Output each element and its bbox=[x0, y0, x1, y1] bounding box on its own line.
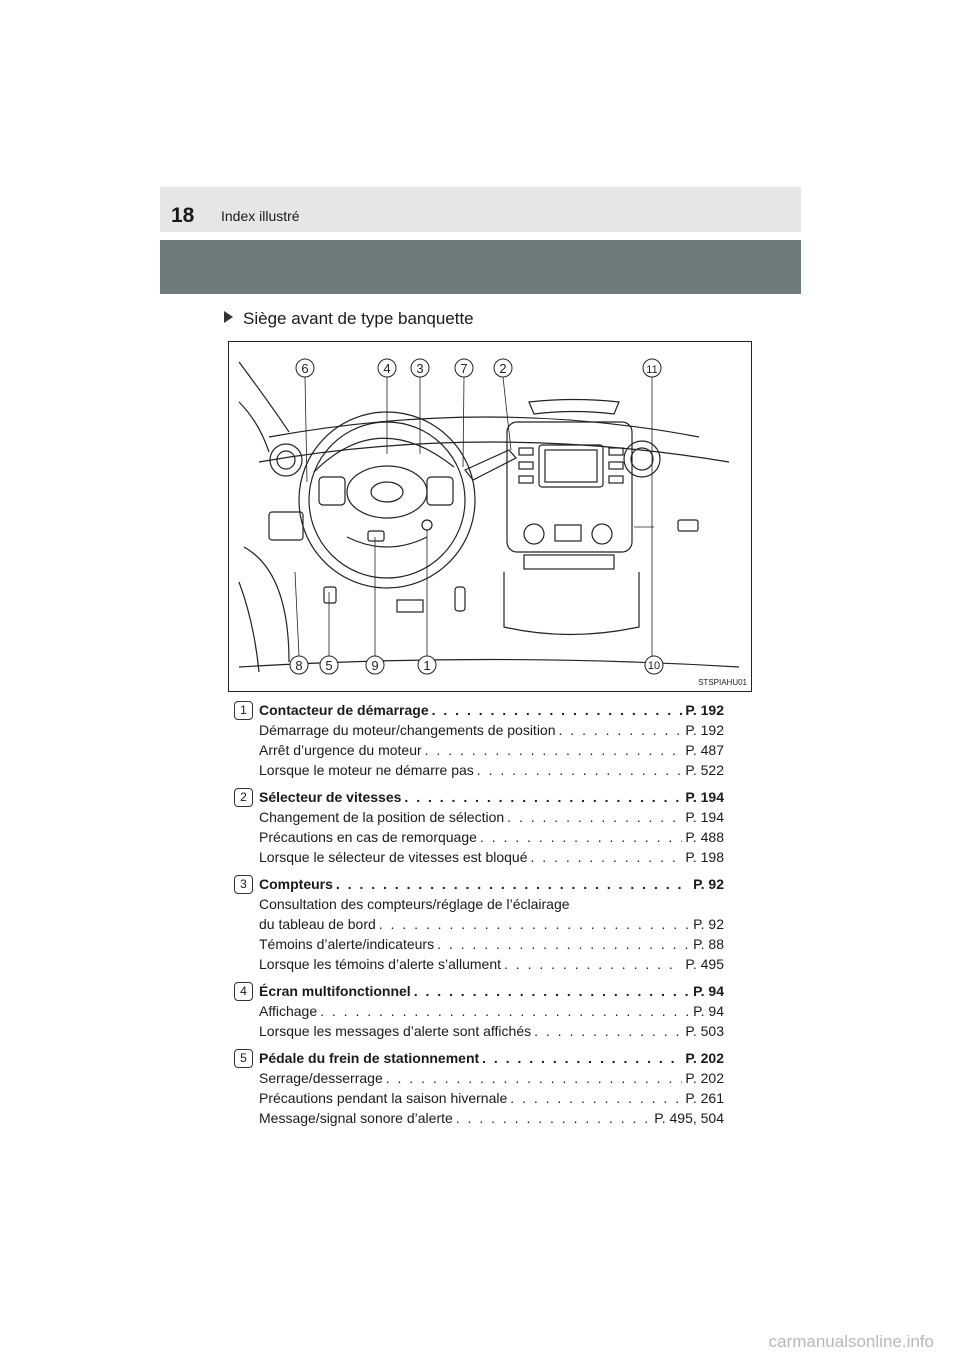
sub-entry-page-ref: P. 495 bbox=[685, 956, 724, 972]
leader-dots bbox=[456, 1108, 651, 1128]
sub-entry-row bbox=[259, 914, 724, 934]
sub-entry-page-ref: P. 202 bbox=[685, 1070, 724, 1086]
dashboard-illustration bbox=[228, 341, 752, 692]
sub-entry-row bbox=[259, 760, 724, 780]
sub-entry-row bbox=[259, 1068, 724, 1088]
leader-dots bbox=[510, 1088, 682, 1108]
start-button bbox=[422, 520, 432, 530]
sub-entry-text: Précautions pendant la saison hivernale bbox=[259, 1090, 508, 1106]
sub-entry-page-ref: P. 194 bbox=[685, 809, 724, 825]
leader-dots bbox=[559, 720, 683, 740]
leader-dots bbox=[432, 700, 683, 720]
callout-2-label: 2 bbox=[499, 361, 507, 376]
shift-lever bbox=[465, 450, 516, 480]
sub-entry-page-ref: P. 192 bbox=[685, 722, 724, 738]
accelerator-pedal bbox=[455, 587, 465, 611]
sub-entry-row bbox=[259, 954, 724, 974]
page-number: 18 bbox=[171, 204, 195, 227]
watermark: carmanualsonline.info bbox=[768, 1332, 934, 1351]
callout-10 bbox=[645, 656, 663, 674]
callout-1 bbox=[418, 656, 436, 674]
leader-dots bbox=[437, 934, 690, 954]
sub-entry-text: Serrage/desserrage bbox=[259, 1070, 383, 1086]
item-title: Pédale du frein de stationnement bbox=[259, 1050, 480, 1066]
item-title-row bbox=[259, 1048, 724, 1068]
logo bbox=[371, 482, 403, 502]
item-title: Contacteur de démarrage bbox=[259, 702, 429, 718]
callout-11 bbox=[643, 359, 661, 377]
right-knob bbox=[592, 524, 612, 544]
leader-8 bbox=[295, 572, 299, 656]
index-item-1 bbox=[234, 700, 724, 780]
callout-8 bbox=[290, 656, 308, 674]
item-number-badge: 5 bbox=[234, 1049, 253, 1068]
sub-entry-row bbox=[259, 740, 724, 760]
leader-dots bbox=[534, 1021, 682, 1041]
leader-dots bbox=[336, 874, 690, 894]
leader-dots bbox=[531, 847, 683, 867]
right-switches bbox=[427, 477, 453, 505]
sub-entry-page-ref: P. 503 bbox=[685, 1023, 724, 1039]
a-pillar-line bbox=[239, 362, 289, 432]
figure-code: STSPIAHU01 bbox=[698, 678, 747, 687]
sub-entry-page-ref: P. 495, 504 bbox=[654, 1110, 724, 1126]
item-page-ref: P. 92 bbox=[693, 876, 724, 892]
item-number-badge: 3 bbox=[234, 875, 253, 894]
sub-entry-text: Consultation des compteurs/réglage de l’éclairage bbox=[259, 896, 570, 912]
item-number-badge: 2 bbox=[234, 788, 253, 807]
leader-dots bbox=[425, 740, 683, 760]
callout-7 bbox=[455, 359, 473, 377]
sub-entry-row bbox=[259, 1088, 724, 1108]
leader-dots bbox=[507, 807, 682, 827]
leader-dots bbox=[320, 1001, 690, 1021]
callout-7-label: 7 bbox=[460, 361, 468, 376]
callout-1-label: 1 bbox=[423, 658, 431, 673]
sub-entry-row bbox=[259, 807, 724, 827]
sub-entry-row bbox=[259, 934, 724, 954]
sub-entry-page-ref: P. 522 bbox=[685, 762, 724, 778]
top-vent bbox=[529, 400, 619, 415]
item-page-ref: P. 192 bbox=[685, 702, 724, 718]
item-title-row bbox=[259, 981, 724, 1001]
item-title-row bbox=[259, 787, 724, 807]
item-title-row bbox=[259, 700, 724, 720]
sub-entry-text: Témoins d’alerte/indicateurs bbox=[259, 936, 435, 952]
callout-5-label: 5 bbox=[325, 658, 333, 673]
sub-entry-row bbox=[259, 827, 724, 847]
sub-entry-page-ref: P. 198 bbox=[685, 849, 724, 865]
sub-entry-text: Démarrage du moteur/changements de position bbox=[259, 722, 556, 738]
dashboard-top-line bbox=[269, 417, 699, 437]
dashboard-drawing bbox=[229, 342, 751, 691]
left-switches bbox=[319, 477, 345, 505]
a-pillar-line-2 bbox=[239, 402, 269, 452]
glovebox-handle bbox=[678, 520, 698, 531]
header-band bbox=[160, 240, 801, 294]
sub-entry-text: Changement de la position de sélection bbox=[259, 809, 505, 825]
leader-7 bbox=[463, 377, 464, 467]
sub-entry-text: Arrêt d’urgence du moteur bbox=[259, 742, 422, 758]
callout-4-label: 4 bbox=[383, 361, 391, 376]
item-page-ref: P. 194 bbox=[685, 789, 724, 805]
steering-wheel-hub bbox=[347, 466, 427, 518]
brake-pedal bbox=[397, 600, 423, 612]
callout-4 bbox=[378, 359, 396, 377]
parking-brake-pedal bbox=[324, 587, 336, 603]
sub-entry-text: Affichage bbox=[259, 1003, 318, 1019]
leader-dots bbox=[379, 914, 690, 934]
leader-dots bbox=[482, 1048, 682, 1068]
index-item-5 bbox=[234, 1048, 724, 1128]
index-item-2 bbox=[234, 787, 724, 867]
callout-6 bbox=[296, 359, 314, 377]
item-title-row bbox=[259, 874, 724, 894]
callout-9 bbox=[366, 656, 384, 674]
sub-entry-text: Message/signal sonore d’alerte bbox=[259, 1110, 453, 1126]
item-title: Écran multifonctionnel bbox=[259, 983, 411, 999]
callout-8-label: 8 bbox=[295, 658, 303, 673]
callout-9-label: 9 bbox=[371, 658, 379, 673]
left-knob bbox=[524, 524, 544, 544]
subheading-text: Siège avant de type banquette bbox=[243, 309, 474, 328]
leader-dots bbox=[404, 787, 682, 807]
item-title: Sélecteur de vitesses bbox=[259, 789, 402, 805]
sub-entry-row bbox=[259, 720, 724, 740]
item-page-ref: P. 202 bbox=[685, 1050, 724, 1066]
sub-entry-row bbox=[259, 1001, 724, 1021]
sub-entry-text: Lorsque les témoins d’alerte s’allument bbox=[259, 956, 502, 972]
callout-6-label: 6 bbox=[301, 361, 309, 376]
sub-entry-text: Lorsque les messages d’alerte sont affichés bbox=[259, 1023, 532, 1039]
item-number-badge: 4 bbox=[234, 982, 253, 1001]
sub-entry-page-ref: P. 88 bbox=[693, 936, 724, 952]
sub-entry-row bbox=[259, 1108, 724, 1128]
item-title: Compteurs bbox=[259, 876, 333, 892]
leader-dots bbox=[480, 827, 682, 847]
item-page-ref: P. 94 bbox=[693, 983, 724, 999]
sub-entry-page-ref: P. 261 bbox=[685, 1090, 724, 1106]
leader-dots bbox=[477, 760, 683, 780]
callout-2 bbox=[494, 359, 512, 377]
right-vent bbox=[624, 441, 660, 477]
sub-entry-page-ref: P. 488 bbox=[685, 829, 724, 845]
item-number-badge: 1 bbox=[234, 701, 253, 720]
subheading bbox=[224, 309, 474, 329]
sub-entry-page-ref: P. 92 bbox=[693, 916, 724, 932]
callout-3 bbox=[411, 359, 429, 377]
triangle-bullet-icon bbox=[224, 311, 233, 323]
item-list bbox=[234, 700, 724, 1135]
callout-5 bbox=[320, 656, 338, 674]
leader-dots bbox=[414, 981, 690, 1001]
left-vent bbox=[270, 444, 302, 476]
sub-entry-text: du tableau de bord bbox=[259, 916, 376, 932]
callout-3-label: 3 bbox=[416, 361, 424, 376]
sub-entry-row bbox=[259, 847, 724, 867]
section-title: Index illustré bbox=[221, 208, 300, 224]
sub-entry-text: Lorsque le moteur ne démarre pas bbox=[259, 762, 474, 778]
sub-entry-page-ref: P. 487 bbox=[685, 742, 724, 758]
callout-11-label: 11 bbox=[646, 364, 658, 376]
callout-10-label: 10 bbox=[647, 660, 661, 672]
index-item-3 bbox=[234, 874, 724, 974]
leader-dots bbox=[386, 1068, 683, 1088]
wheel-button bbox=[368, 531, 384, 541]
index-item-4 bbox=[234, 981, 724, 1041]
display-screen bbox=[539, 445, 603, 487]
sub-entry-text: Précautions en cas de remorquage bbox=[259, 829, 477, 845]
leader-dots bbox=[504, 954, 682, 974]
sub-entry-page-ref: P. 94 bbox=[693, 1003, 724, 1019]
sub-entry-text: Lorsque le sélecteur de vitesses est bloqué bbox=[259, 849, 528, 865]
sub-entry-row bbox=[259, 1021, 724, 1041]
